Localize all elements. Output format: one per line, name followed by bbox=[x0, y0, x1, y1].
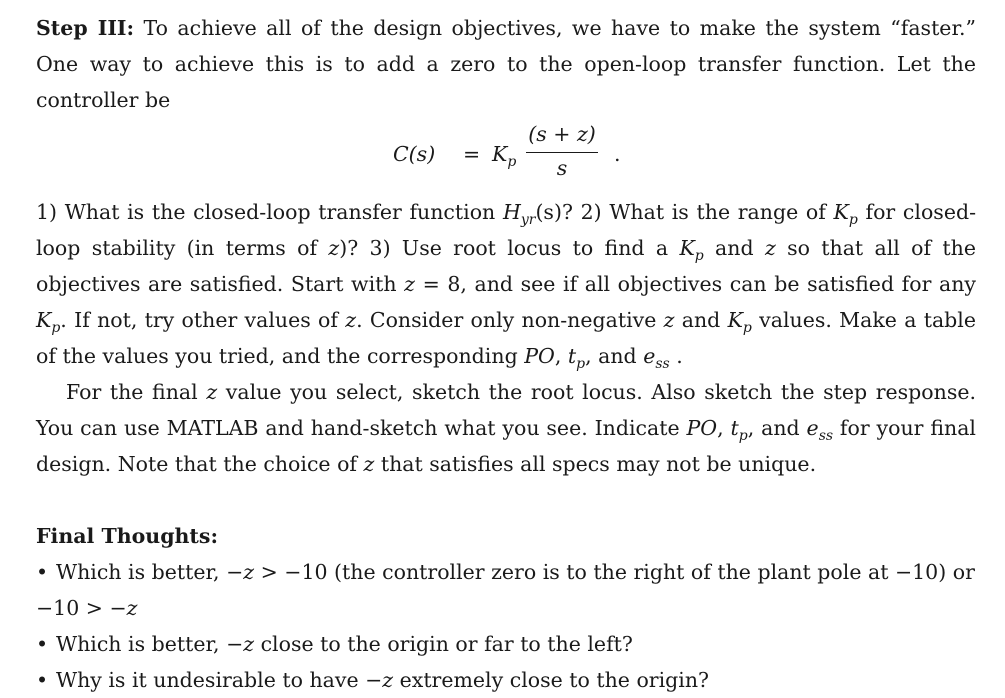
equation-denominator: s bbox=[556, 156, 568, 180]
equation-gain: $K_p$ bbox=[492, 142, 517, 170]
step3-label: Step III: bbox=[36, 16, 135, 40]
equation-period: . bbox=[614, 142, 621, 166]
bullet-item-1: • Which is better, −z > −10 (the controller zero is to the right of the plant pole at −10) or −10 > −z bbox=[36, 554, 976, 626]
document-page bbox=[36, 10, 976, 698]
step3-paragraph bbox=[36, 10, 976, 118]
equation-fraction bbox=[526, 118, 598, 183]
bullet-item-2: • Which is better, −z close to the origin or far to the left? bbox=[36, 626, 976, 662]
bullet-item-3: • Why is it undesirable to have −z extremely close to the origin? bbox=[36, 662, 976, 698]
controller-equation bbox=[36, 118, 976, 194]
bullet-icon: • bbox=[36, 668, 49, 692]
final-thoughts-heading: Final Thoughts: bbox=[36, 524, 219, 548]
bullet-icon: • bbox=[36, 632, 49, 656]
equation-numerator: (s + z) bbox=[528, 122, 596, 146]
step3-intro: To achieve all of the design objectives, we have to make the system “faster.” One way to achieve this is to add a zero to the open-loop transfer function. Let the controller be bbox=[36, 16, 976, 112]
questions-paragraph: 1) What is the closed-loop transfer function $H_{yr}(s)$? 2) What is the range of $K_p$ for closed-loop stability (in terms of z)? 3) Use root locus to find a $K_p$ and z so that all of the objectives are satisfied. Start with z = 8, and see if all objectives can be satisfied for any $K_p$. If not, try other values of z. Consider only non-negative z and $K_p$ values. Make a table of the values you tried, and the corresponding PO, $t_p$, and $e_{ss}$ . bbox=[36, 200, 976, 372]
equation-equals: = bbox=[463, 142, 481, 166]
bullet-icon: • bbox=[36, 560, 49, 584]
final-design-paragraph: For the final z value you select, sketch the root locus. Also sketch the step response. You can use MATLAB and hand-sketch what you see. Indicate PO, $t_p$, and $e_{ss}$ for your final design. Note that the choice of z that satisfies all specs may not be unique. bbox=[36, 380, 976, 476]
section-gap bbox=[36, 482, 976, 518]
equation-lhs: C(s) bbox=[393, 142, 436, 166]
